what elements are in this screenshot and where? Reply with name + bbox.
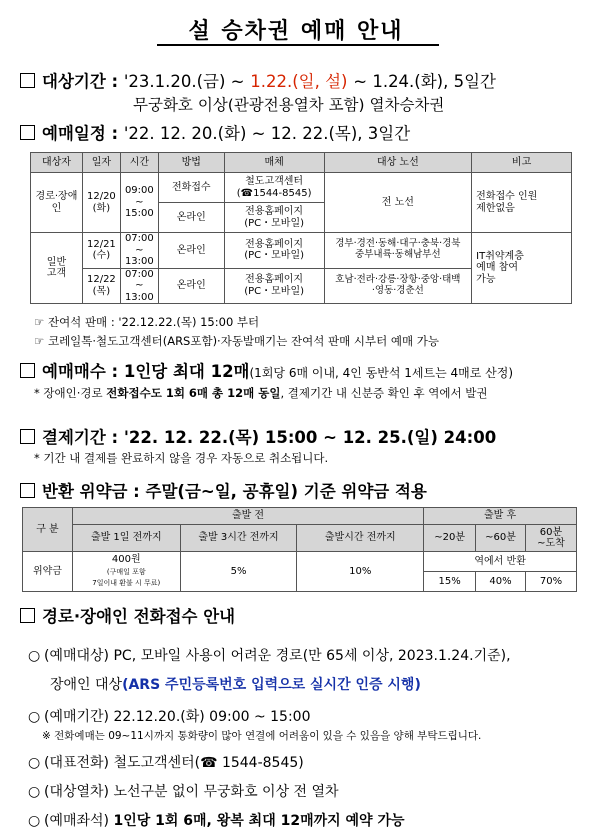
cell-remark: IT취약계층 예매 참여 가능: [472, 233, 572, 304]
target-trains: 무궁화호 이상(관광전용열차 포함) 열차승차권: [133, 96, 445, 114]
phone-item-tel: ○ (대표전화) 철도고객센터(☎ 1544-8545): [28, 755, 304, 771]
refund-v2: 5%: [180, 552, 297, 592]
checkbox-icon: [20, 429, 35, 444]
cell-route: 호남·전라·강릉·장항·중앙·태백 ·영동·경춘선: [324, 268, 472, 304]
refund-col-label: 구 분: [23, 508, 73, 552]
cell-time: 09:00 ~ 15:00: [120, 173, 158, 233]
refund-table: [22, 507, 577, 592]
phone-section-label: 경로·장애인 전화접수 안내: [42, 607, 236, 626]
refund-before-header: 출발 전: [72, 508, 423, 525]
note-remaining-seats: ☞ 잔여석 판매 : '22.12.22.(목) 15:00 부터: [34, 315, 260, 329]
cell-date: 12/22 (목): [82, 268, 120, 304]
target-period-holiday: 1.22.(일, 설): [250, 72, 348, 91]
header-method: 방법: [158, 153, 224, 173]
header-remark: 비고: [472, 153, 572, 173]
phone-item-target: ○ (예매대상) PC, 모바일 사용이 어려운 경로(만 65세 이상, 2023.1.24.기준),: [28, 648, 511, 664]
refund-label: 반환 위약금 :: [42, 482, 140, 501]
header-route: 대상 노선: [324, 153, 472, 173]
cell-media-phone: 철도고객센터 (☎1544-8545): [224, 173, 324, 203]
cell-time: 07:00 ~ 13:00: [120, 233, 158, 269]
booking-schedule-label: 예매일정 :: [42, 124, 119, 143]
refund-after-header: 출발 후: [424, 508, 577, 525]
phone-item-seats: ○ (예매좌석) 1인당 1회 6매, 왕복 최대 12매까지 예약 가능: [28, 813, 405, 829]
checkbox-icon: [20, 483, 35, 498]
checkbox-icon: [20, 608, 35, 623]
cell-target-senior: 경로·장애인: [31, 173, 83, 233]
header-time: 시간: [120, 153, 158, 173]
circle-bullet-icon: ○: [28, 813, 41, 829]
title-underline: [157, 44, 439, 46]
refund-v1: 400원 (구매일 포함 7일이내 환불 시 무료): [72, 552, 180, 592]
refund-h6: 60분 ~도착: [526, 525, 577, 552]
refund-h2: 출발 3시간 전까지: [180, 525, 297, 552]
booking-schedule-row: [20, 120, 410, 144]
payment-row: [20, 424, 496, 448]
target-period-label: 대상기간 :: [42, 72, 119, 91]
cell-date: 12/21 (수): [82, 233, 120, 269]
refund-station: 역에서 반환: [424, 552, 577, 572]
phone-section-row: [20, 603, 235, 627]
quantity-note: * 장애인·경로 전화접수도 1회 6매 총 12매 동일, 결제기간 내 신분증 확인 후 역에서 발권: [34, 386, 488, 400]
schedule-table: [30, 152, 572, 304]
cell-route: 경부·경전·동해·대구·충북·경북 중부내륙·동해남부선: [324, 233, 472, 269]
circle-bullet-icon: ○: [28, 755, 41, 771]
refund-h5: ~60분: [476, 525, 526, 552]
target-period-end: ~ 1.24.(화), 5일간: [353, 72, 496, 91]
refund-v5: 40%: [476, 572, 526, 592]
circle-bullet-icon: ○: [28, 648, 41, 664]
target-period-start: '23.1.20.(금) ~: [123, 72, 245, 91]
refund-row: [20, 478, 427, 502]
phone-item-period: ○ (예매기간) 22.12.20.(화) 09:00 ~ 15:00: [28, 709, 311, 725]
checkbox-icon: [20, 73, 35, 88]
phone-item-notice: ※ 전화예매는 09~11시까지 통화량이 많아 연결에 어려움이 있을 수 있음을 양해 부탁드립니다.: [42, 730, 482, 742]
refund-h4: ~20분: [424, 525, 476, 552]
refund-row-label: 위약금: [23, 552, 73, 592]
schedule-header-row: [31, 153, 572, 173]
refund-text: 주말(금~일, 공휴일) 기준 위약금 적용: [145, 482, 427, 501]
booking-schedule-dates: '22. 12. 20.(화) ~ 12. 22.(목), 3일간: [123, 124, 411, 143]
cell-time: 07:00 ~ 13:00: [120, 268, 158, 304]
cell-target-general: 일반 고객: [31, 233, 83, 304]
quantity-sub: (1회당 6매 이내, 4인 동반석 1세트는 4매로 산정): [249, 366, 514, 380]
quantity-row: [20, 358, 513, 382]
payment-period: '22. 12. 22.(목) 15:00 ~ 12. 25.(일) 24:00: [123, 428, 497, 447]
phone-item-target-cont: 장애인 대상(ARS 주민등록번호 입력으로 실시간 인증 시행): [50, 677, 421, 693]
cell-date: 12/20 (화): [82, 173, 120, 233]
phone-item-trains: ○ (대상열차) 노선구분 없이 무궁화호 이상 전 열차: [28, 784, 339, 800]
refund-v6: 70%: [526, 572, 577, 592]
cell-method-online: 온라인: [158, 268, 224, 304]
payment-note: * 기간 내 결제를 완료하지 않을 경우 자동으로 취소됩니다.: [34, 451, 329, 465]
header-date: 일자: [82, 153, 120, 173]
quantity-main: 1인당 최대 12매: [123, 362, 250, 381]
page-title: 설 승차권 예매 안내: [188, 19, 404, 44]
refund-h3: 출발시간 전까지: [297, 525, 424, 552]
refund-v4: 15%: [424, 572, 476, 592]
cell-media-online: 전용홈페이지 (PC・모바일): [224, 268, 324, 304]
circle-bullet-icon: ○: [28, 709, 41, 725]
refund-h1: 출발 1일 전까지: [72, 525, 180, 552]
checkbox-icon: [20, 363, 35, 378]
table-row: [31, 173, 572, 203]
refund-v3: 10%: [297, 552, 424, 592]
cell-method-phone: 전화접수: [158, 173, 224, 203]
circle-bullet-icon: ○: [28, 784, 41, 800]
cell-remark: 전화접수 인원 제한없음: [472, 173, 572, 233]
table-row: [31, 233, 572, 269]
cell-media-online: 전용홈페이지 (PC・모바일): [224, 233, 324, 269]
quantity-label: 예매매수 :: [42, 362, 119, 381]
cell-media-online: 전용홈페이지 (PC・모바일): [224, 203, 324, 233]
header-target: 대상자: [31, 153, 83, 173]
cell-method-online: 온라인: [158, 203, 224, 233]
header-media: 매체: [224, 153, 324, 173]
cell-method-online: 온라인: [158, 233, 224, 269]
note-korail-talk: ☞ 코레일톡·철도고객센터(ARS포함)·자동발매기는 잔여석 판매 시부터 예매 가능: [34, 334, 439, 348]
checkbox-icon: [20, 125, 35, 140]
cell-route-all: 전 노선: [324, 173, 472, 233]
payment-label: 결제기간 :: [42, 428, 119, 447]
target-period-row: [20, 68, 496, 92]
